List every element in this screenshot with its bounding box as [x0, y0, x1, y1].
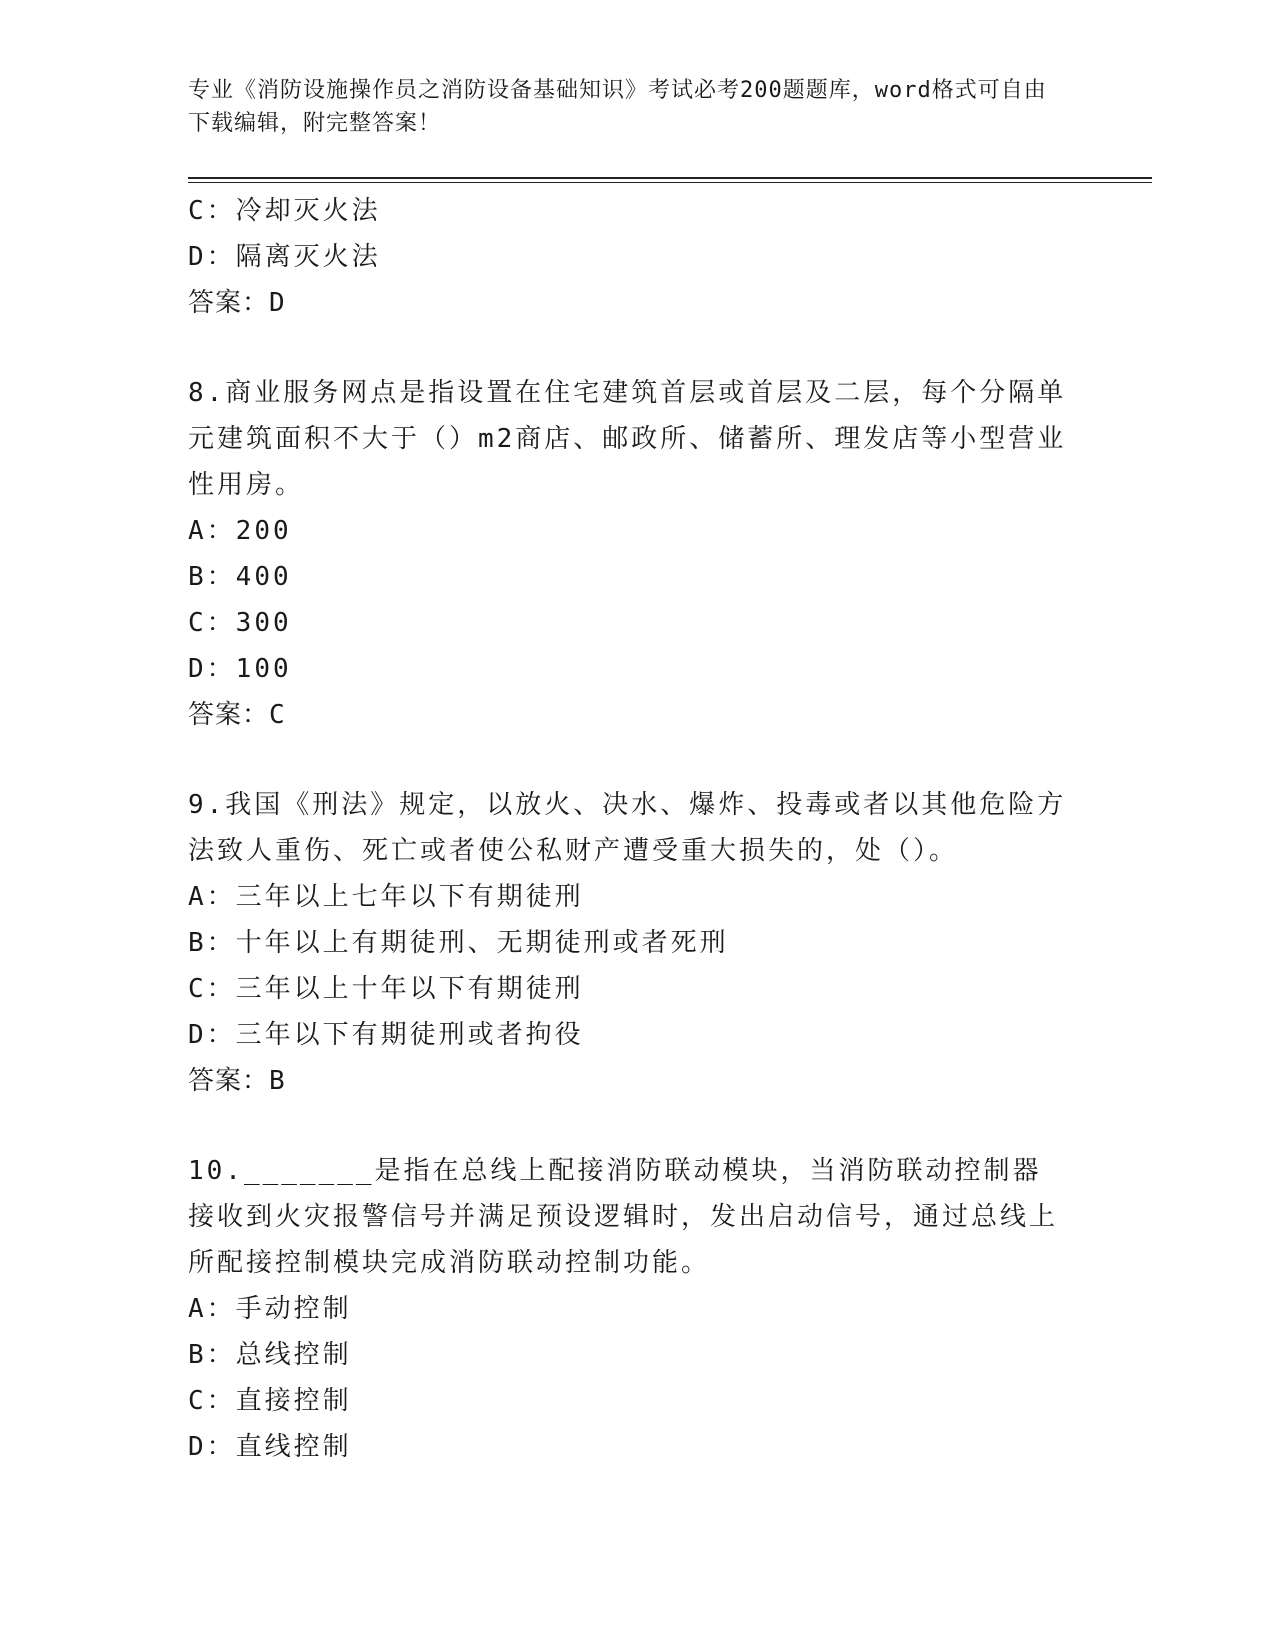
option-a: A：200	[188, 516, 292, 546]
option-c: C：300	[188, 608, 292, 638]
option-c: C：直接控制	[188, 1386, 352, 1416]
header-divider-thick	[188, 177, 1152, 179]
option-a: A：手动控制	[188, 1294, 352, 1324]
header-divider-thin	[188, 182, 1152, 183]
question-stem: 8.商业服务网点是指设置在住宅建筑首层或首层及二层，每个分隔单元建筑面积不大于（）m2商店、邮政所、储蓄所、理发店等小型营业性用房。	[188, 378, 1067, 500]
option-d: D：直线控制	[188, 1432, 352, 1462]
answer: 答案：D	[188, 288, 286, 318]
option-d: D：隔离灭火法	[188, 242, 381, 272]
option-b: B：总线控制	[188, 1340, 352, 1370]
option-a: A：三年以上七年以下有期徒刑	[188, 882, 584, 912]
option-c: C：三年以上十年以下有期徒刑	[188, 974, 584, 1004]
option-d: D：100	[188, 654, 292, 684]
partial-question	[188, 188, 1068, 326]
option-d: D：三年以下有期徒刑或者拘役	[188, 1020, 584, 1050]
question-9	[188, 782, 1068, 1104]
answer: 答案：C	[188, 700, 286, 730]
question-list	[188, 188, 1068, 1470]
answer: 答案：B	[188, 1066, 286, 1096]
option-b: B：十年以上有期徒刑、无期徒刑或者死刑	[188, 928, 729, 958]
question-10	[188, 1148, 1068, 1470]
document-header: 专业《消防设施操作员之消防设备基础知识》考试必考200题题库，word格式可自由下载编辑，附完整答案！	[188, 78, 1047, 136]
question-stem: 9.我国《刑法》规定，以放火、决水、爆炸、投毒或者以其他危险方法致人重伤、死亡或者使公私财产遭受重大损失的，处（）。	[188, 790, 1067, 866]
option-c: C：冷却灭火法	[188, 196, 381, 226]
question-stem: 10._______是指在总线上配接消防联动模块，当消防联动控制器接收到火灾报警信号并满足预设逻辑时，发出启动信号，通过总线上所配接控制模块完成消防联动控制功能。	[188, 1156, 1059, 1278]
question-8	[188, 370, 1068, 738]
option-b: B：400	[188, 562, 292, 592]
